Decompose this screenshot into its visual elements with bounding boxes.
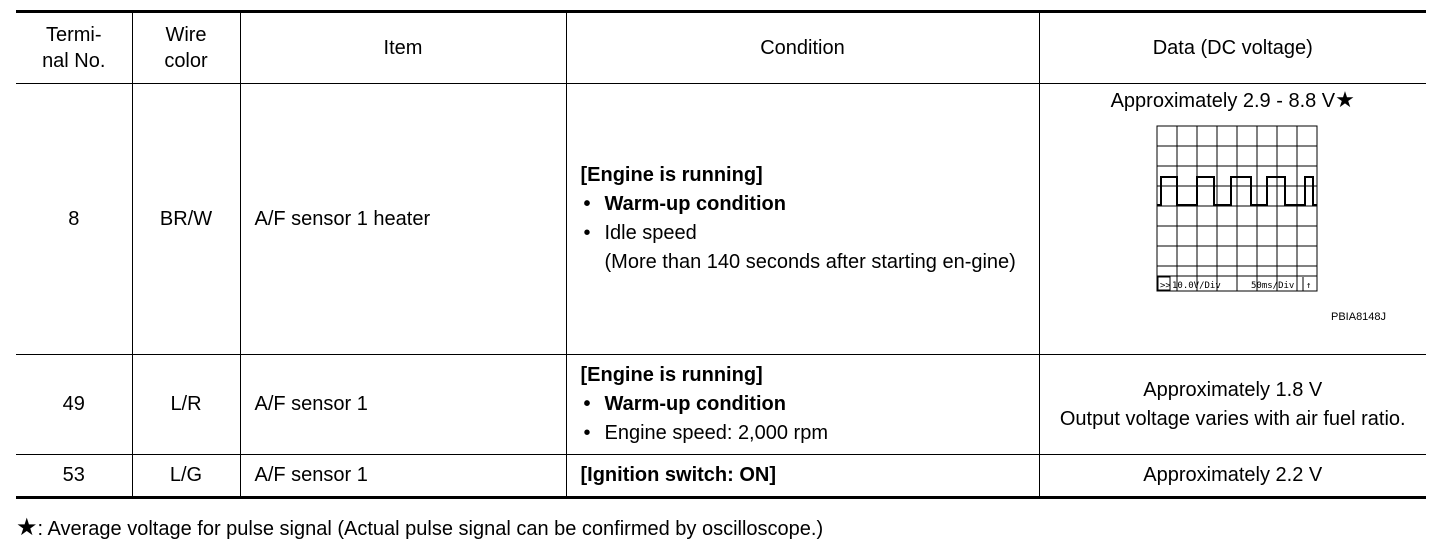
item-cell: A/F sensor 1 heater bbox=[240, 84, 566, 355]
header-item: Item bbox=[240, 12, 566, 84]
scope-volt-div: 10.0V/Div bbox=[1171, 280, 1221, 291]
oscilloscope-figure bbox=[1073, 116, 1393, 336]
data-cell bbox=[1039, 355, 1426, 455]
table-row bbox=[16, 455, 1426, 498]
condition-header: [Ignition switch: ON] bbox=[580, 464, 777, 486]
data-note: Output voltage varies with air fuel ratio. bbox=[1059, 407, 1406, 430]
item-cell: A/F sensor 1 bbox=[240, 455, 566, 498]
data-cell: Approximately 2.2 V bbox=[1039, 455, 1426, 498]
terminal-cell: 49 bbox=[16, 355, 132, 455]
data-cell bbox=[1039, 84, 1426, 355]
condition-header: [Engine is running] bbox=[580, 164, 763, 186]
condition-bullet-text: • Idle speed bbox=[604, 222, 697, 244]
condition-bullet-continuation: (More than 140 seconds after starting en-gine) bbox=[604, 251, 1016, 273]
wire-color-cell: L/G bbox=[132, 455, 240, 498]
data-value: Approximately 1.8 V bbox=[1143, 378, 1323, 401]
header-terminal-no bbox=[16, 12, 132, 84]
terminal-data-table bbox=[16, 10, 1426, 499]
star-icon: ★ bbox=[1335, 86, 1355, 112]
table-row bbox=[16, 355, 1426, 455]
table-header-row bbox=[16, 12, 1426, 84]
header-wire-line1: Wire bbox=[165, 24, 207, 46]
oscilloscope-graph bbox=[1073, 116, 1393, 336]
wire-color-cell: L/R bbox=[132, 355, 240, 455]
condition-bullet: • Warm-up condition bbox=[581, 390, 1033, 419]
header-terminal-line2: nal No. bbox=[42, 50, 106, 72]
condition-cell bbox=[566, 84, 1039, 355]
header-data: Data (DC voltage) bbox=[1039, 12, 1426, 84]
condition-cell bbox=[566, 455, 1039, 498]
data-value-line bbox=[1040, 85, 1427, 116]
data-value: Approximately 2.9 - 8.8 V bbox=[1110, 89, 1336, 112]
header-condition: Condition bbox=[566, 12, 1039, 84]
condition-bullet bbox=[581, 219, 1033, 277]
condition-bullet: • Warm-up condition bbox=[581, 190, 1033, 219]
item-cell: A/F sensor 1 bbox=[240, 355, 566, 455]
table-row bbox=[16, 84, 1426, 355]
scope-time-div: 50ms/Div bbox=[1250, 280, 1295, 291]
condition-cell bbox=[566, 355, 1039, 455]
header-wire-line2: color bbox=[164, 50, 208, 72]
star-icon: ★ bbox=[16, 514, 38, 541]
condition-header: [Engine is running] bbox=[580, 364, 763, 386]
condition-list bbox=[581, 390, 1033, 448]
terminal-cell: 8 bbox=[16, 84, 132, 355]
header-wire-color bbox=[132, 12, 240, 84]
wire-color-cell: BR/W bbox=[132, 84, 240, 355]
oscilloscope-grid bbox=[1157, 126, 1317, 291]
terminal-cell: 53 bbox=[16, 455, 132, 498]
condition-bullet: • Engine speed: 2,000 rpm bbox=[581, 419, 1033, 448]
footnote bbox=[16, 514, 823, 543]
scope-trigger-icon: ↑ bbox=[1305, 280, 1312, 291]
footnote-text: : Average voltage for pulse signal (Actual pulse signal can be confirmed by oscilloscope.) bbox=[37, 518, 824, 540]
scope-mode-icon: >> bbox=[1159, 280, 1171, 291]
header-terminal-line1: Termi- bbox=[45, 24, 102, 46]
condition-list bbox=[581, 190, 1033, 277]
figure-code: PBIA8148J bbox=[1330, 310, 1386, 323]
